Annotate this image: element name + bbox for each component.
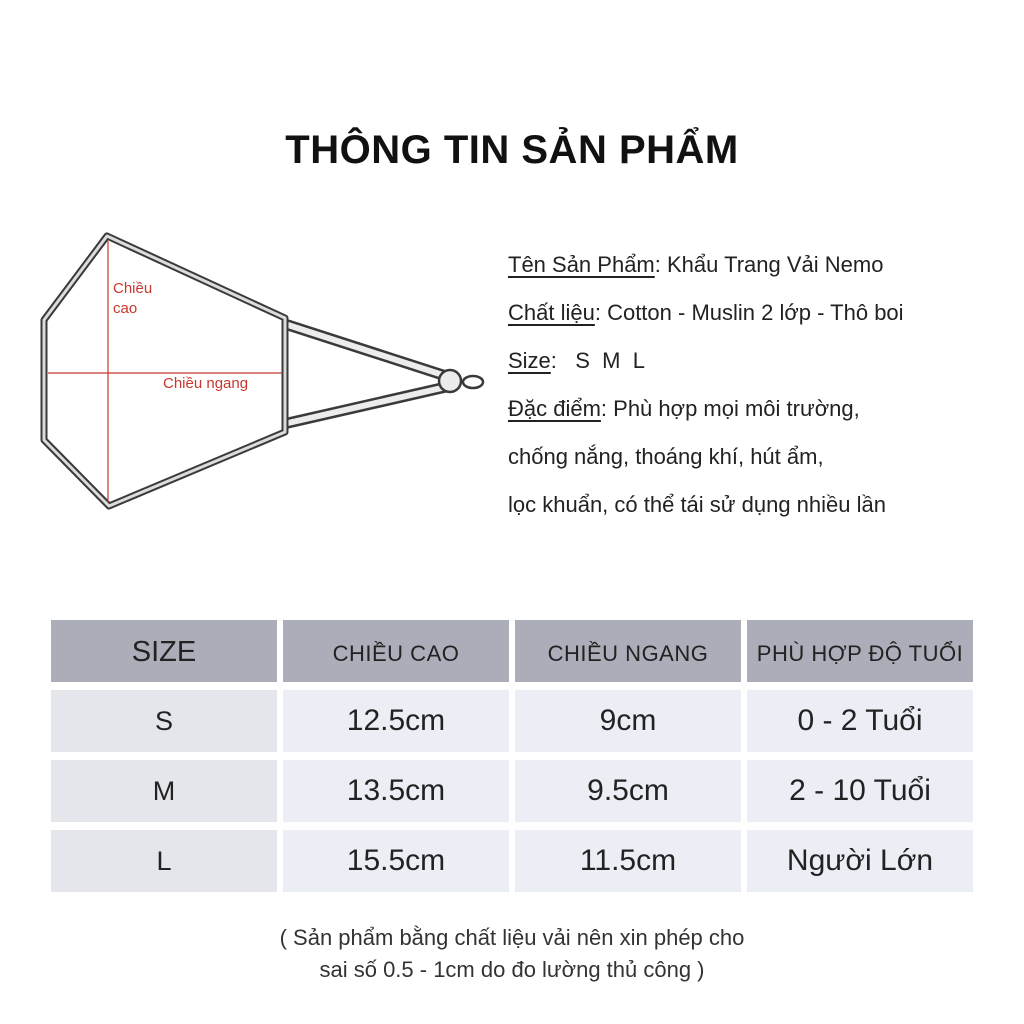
table-cell-age: Người Lớn [747,830,973,892]
detail-value: : Khẩu Trang Vải Nemo [654,252,884,277]
size-table [51,620,973,892]
height-label: Chiều cao [113,280,153,317]
table-cell-width: 9cm [515,690,741,752]
measurement-tolerance-note [0,922,1024,986]
table-header-width: CHIỀU NGANG [515,620,741,682]
lower-ear-strap-inner [288,387,446,423]
table-cell-height: 15.5cm [283,830,509,892]
table-cell-age: 0 - 2 Tuổi [747,690,973,752]
note-line: sai số 0.5 - 1cm do đo lường thủ công ) [319,957,705,982]
detail-row-size [508,337,904,385]
table-cell-size: M [51,760,277,822]
strap-adjuster-bead [439,370,461,392]
width-label: Chiều ngang [163,375,249,392]
detail-label: Đặc điểm [508,396,601,421]
table-header-size: SIZE [51,620,277,682]
detail-value: : Cotton - Muslin 2 lớp - Thô boi [594,300,904,325]
table-cell-size: L [51,830,277,892]
detail-label: Chất liệu [508,300,595,325]
detail-label: Size [508,348,551,373]
detail-value: : S M L [550,348,645,373]
page-title: THÔNG TIN SẢN PHẨM [285,128,739,172]
product-details [508,241,904,529]
upper-ear-strap-inner [288,325,446,376]
detail-features-continued: chống nắng, thoáng khí, hút ẩm, [508,444,824,469]
table-cell-width: 9.5cm [515,760,741,822]
table-header-height: CHIỀU CAO [283,620,509,682]
detail-row-features [508,385,904,433]
mask-diagram [30,222,500,522]
detail-value: : Phù hợp mọi môi trường, [600,396,860,421]
table-cell-height: 13.5cm [283,760,509,822]
mask-illustration [30,222,500,522]
note-line: ( Sản phẩm bằng chất liệu vải nên xin phép cho [279,925,745,950]
detail-label: Tên Sản Phẩm [508,252,655,277]
detail-features-continued: lọc khuẩn, có thể tái sử dụng nhiều lần [508,492,886,517]
table-cell-age: 2 - 10 Tuổi [747,760,973,822]
table-cell-height: 12.5cm [283,690,509,752]
table-cell-size: S [51,690,277,752]
detail-row-name [508,241,904,289]
table-header-age: PHÙ HỢP ĐỘ TUỔI [747,620,973,682]
strap-loop [463,376,483,388]
detail-row-material [508,289,904,337]
mask-outline [44,236,285,506]
table-cell-width: 11.5cm [515,830,741,892]
